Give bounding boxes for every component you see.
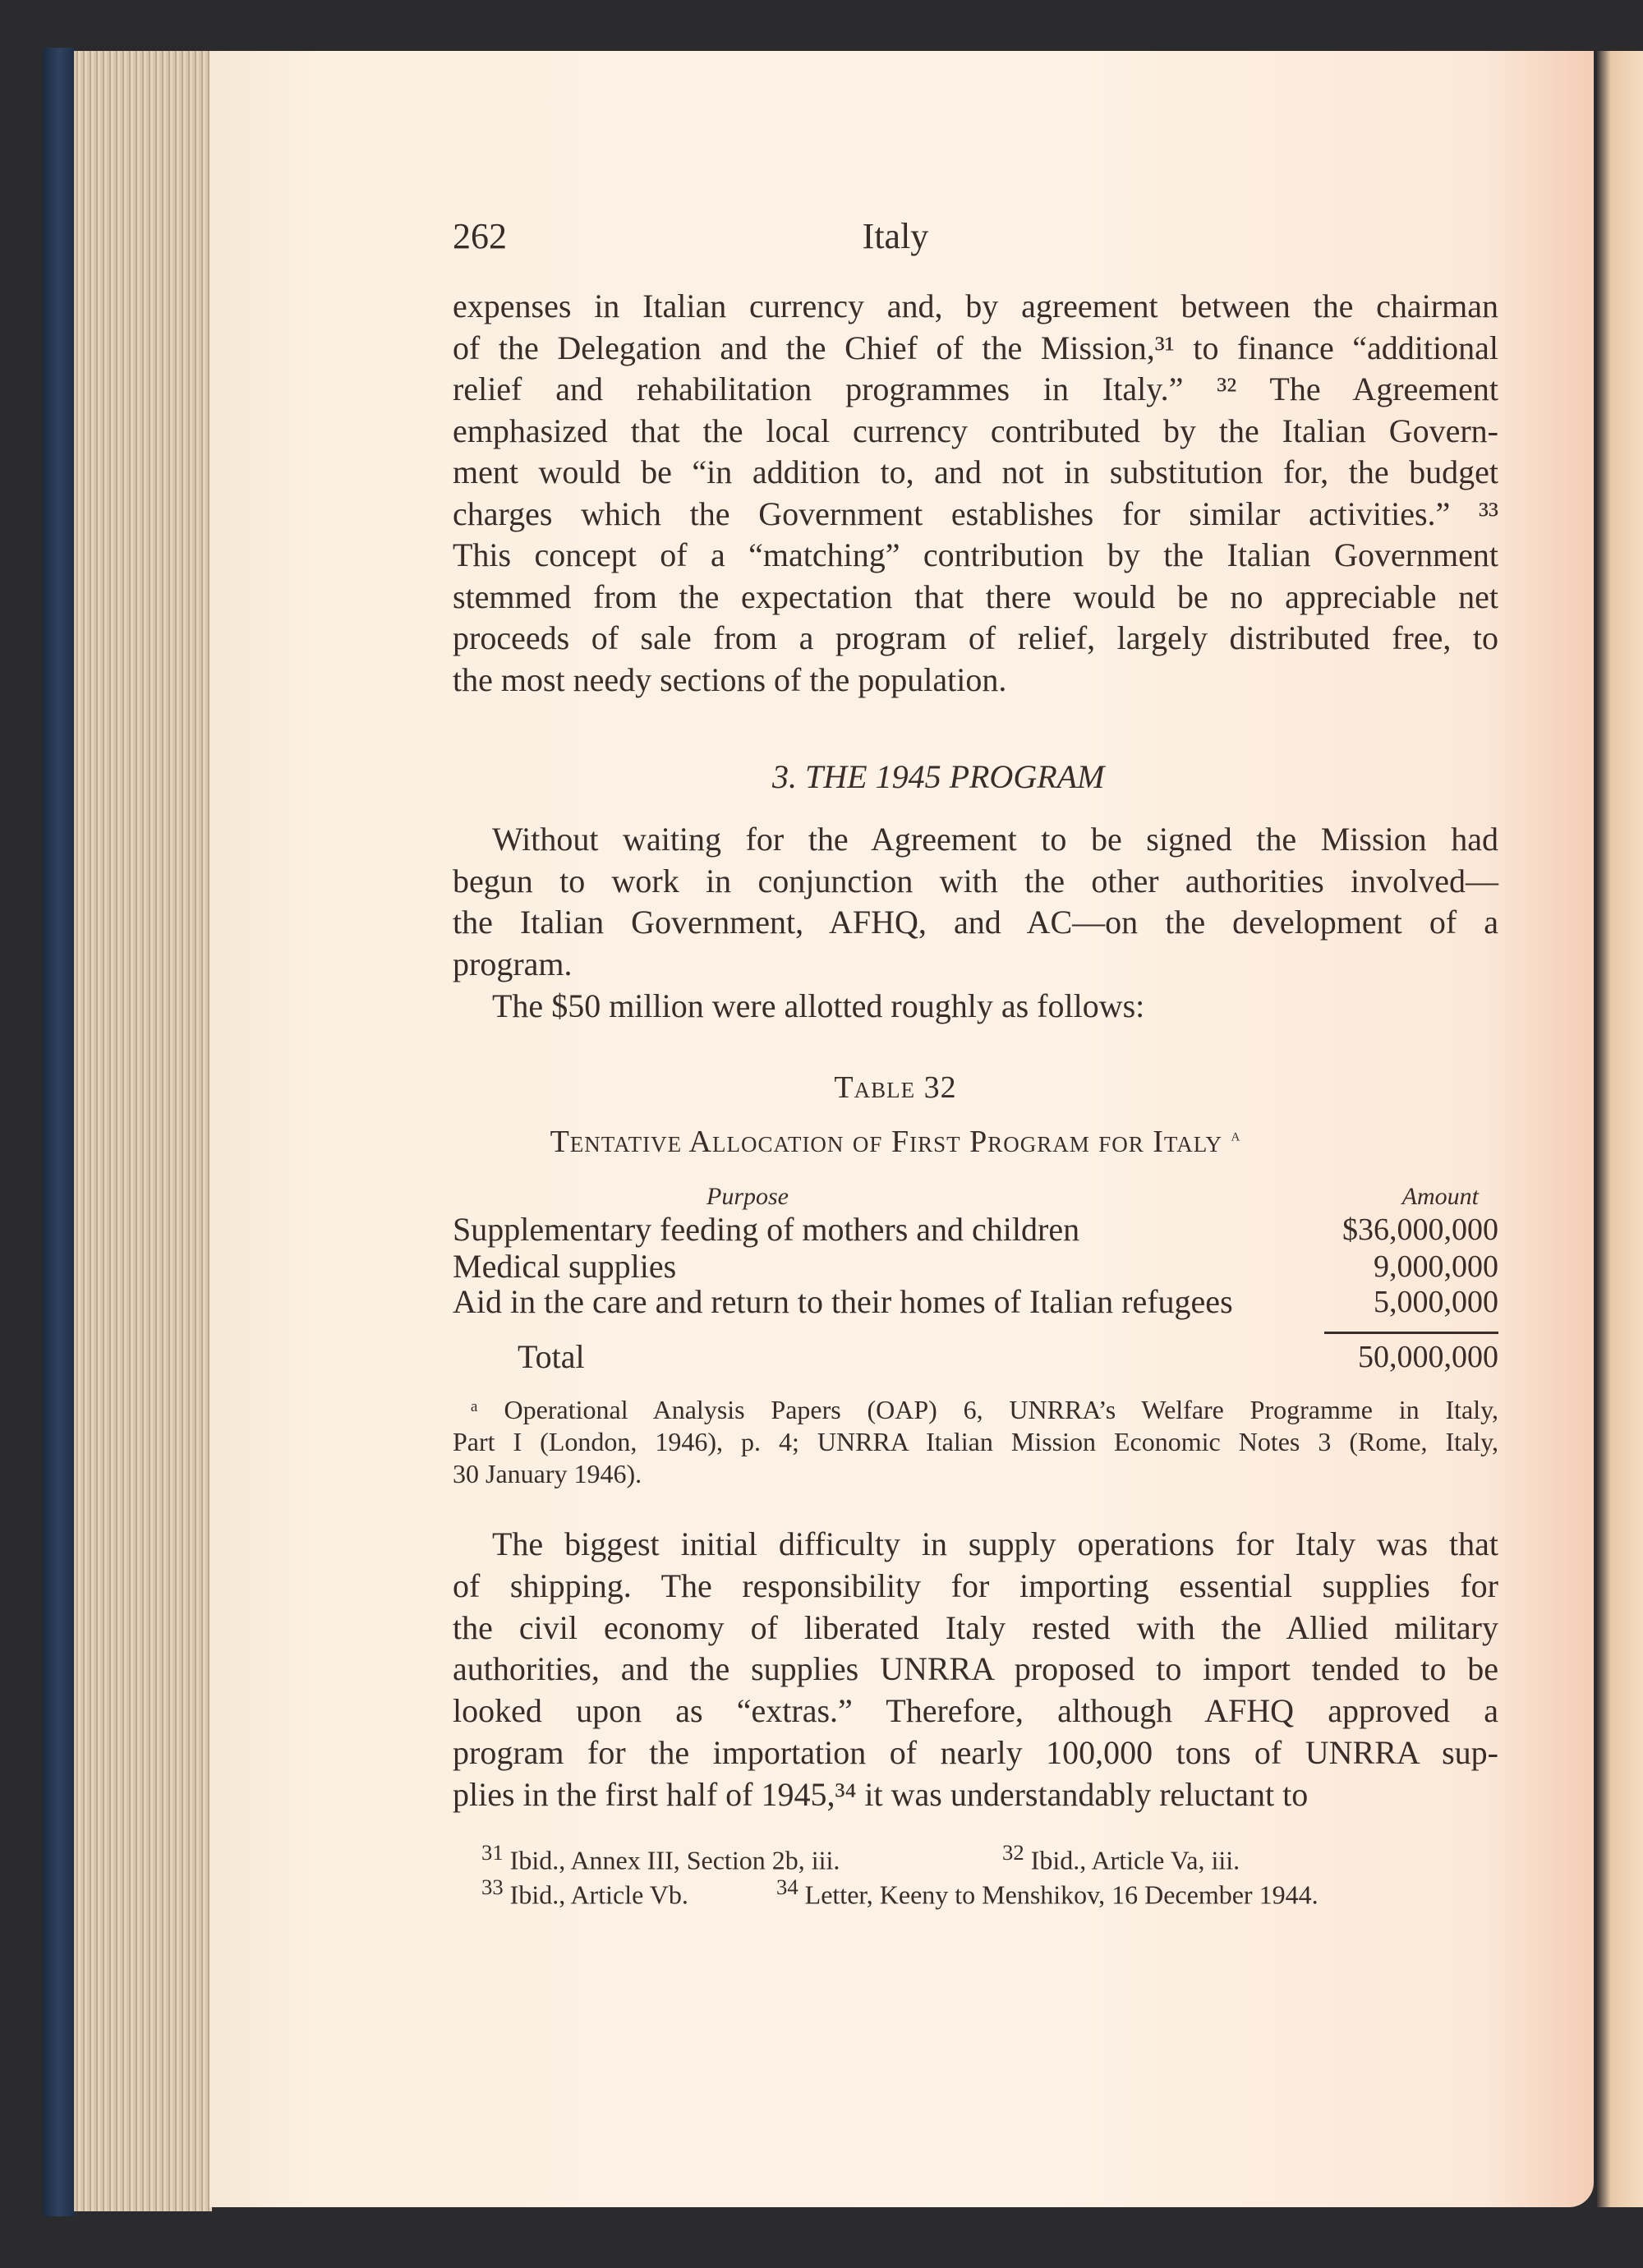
row-amount: 5,000,000: [1374, 1285, 1498, 1319]
footnote-text: Letter, Keeny to Menshikov, 16 December 1944.: [804, 1879, 1319, 1910]
table-title-text: Tentative Allocation of First Program for Italy: [550, 1125, 1223, 1159]
text-line: program for the importation of nearly 100,000 tons of UNRRA sup-: [453, 1734, 1498, 1771]
table-label: Table 32: [834, 1070, 957, 1105]
footnote-num: 31: [481, 1840, 504, 1865]
col-header-purpose: Purpose: [706, 1183, 789, 1210]
col-header-amount: Amount: [1401, 1183, 1479, 1210]
text-line: of the Delegation and the Chief of the Mission,³¹ to finance “additional: [453, 329, 1498, 366]
text-line: This concept of a “matching” contribution by the Italian Government: [453, 536, 1498, 573]
total-label: Total: [518, 1338, 585, 1375]
footnote-text: Ibid., Annex III, Section 2b, iii.: [509, 1845, 840, 1875]
section-heading: 3. THE 1945 PROGRAM: [772, 758, 1105, 795]
table-title-note: a: [1231, 1124, 1241, 1145]
footnote-34: [776, 1871, 1319, 1911]
footnote-text: Ibid., Article Vb.: [509, 1879, 688, 1910]
text-line: authorities, and the supplies UNRRA proposed to import tended to be: [453, 1650, 1498, 1688]
text-line: begun to work in conjunction with the other authorities involved—: [453, 862, 1498, 899]
row-amount: $36,000,000: [1342, 1212, 1498, 1247]
text-line: expenses in Italian currency and, by agreement between the chairman: [453, 288, 1498, 324]
table-footnote-line: Part I (London, 1946), p. 4; UNRRA Italian Mission Economic Notes 3 (Rome, Italy,: [453, 1427, 1498, 1456]
table-footnote-line: ᵃ Operational Analysis Papers (OAP) 6, UNRRA’s Welfare Programme in Italy,: [471, 1395, 1498, 1424]
paragraph-2b: The $50 million were allotted roughly as follows:: [492, 987, 1145, 1024]
footnote-33: [481, 1871, 688, 1911]
text-line: charges which the Government establishes for similar activities.” ³³: [453, 495, 1498, 532]
table-footnote-line: 30 January 1946).: [453, 1459, 642, 1488]
total-rule: [1324, 1332, 1498, 1334]
footnote-num: 34: [776, 1875, 798, 1899]
text-line: of shipping. The responsibility for importing essential supplies for: [453, 1566, 1498, 1604]
text-line: proceeds of sale from a program of relief, largely distributed free, to: [453, 619, 1498, 656]
page-number: 262: [453, 216, 507, 256]
footnote-num: 33: [481, 1875, 504, 1899]
running-title: Italy: [862, 216, 929, 256]
text-line: stemmed from the expectation that there would be no appreciable net: [453, 577, 1498, 615]
text-line: emphasized that the local currency contributed by the Italian Govern-: [453, 412, 1498, 449]
text-line: program.: [453, 945, 573, 982]
text-line: plies in the first half of 1945,³⁴ it was understandably reluctant to: [453, 1775, 1309, 1813]
text-line: looked upon as “extras.” Therefore, although AFHQ approved a: [453, 1692, 1498, 1730]
text-line: the most needy sections of the population.: [453, 660, 1007, 698]
footnote-num: 32: [1002, 1840, 1024, 1865]
text-line: relief and rehabilitation programmes in Italy.” ³² The Agreement: [453, 370, 1498, 407]
total-amount: 50,000,000: [1358, 1340, 1498, 1374]
row-purpose: Supplementary feeding of mothers and children: [453, 1211, 1080, 1248]
row-amount: 9,000,000: [1374, 1249, 1498, 1284]
text-line: the Italian Government, AFHQ, and AC—on the development of a: [453, 904, 1498, 941]
text-line: the civil economy of liberated Italy rested with the Allied military: [453, 1608, 1498, 1646]
row-purpose: Aid in the care and return to their homes of Italian refugees: [453, 1283, 1233, 1320]
footnote-text: Ibid., Article Va, iii.: [1030, 1845, 1240, 1875]
row-purpose: Medical supplies: [453, 1248, 677, 1285]
text-line: ment would be “in addition to, and not in substitution for, the budget: [453, 453, 1498, 490]
text-line: Without waiting for the Agreement to be signed the Mission had: [492, 821, 1498, 858]
text-line: The biggest initial difficulty in supply operations for Italy was that: [492, 1525, 1498, 1562]
table-title: [0, 1124, 1643, 1160]
